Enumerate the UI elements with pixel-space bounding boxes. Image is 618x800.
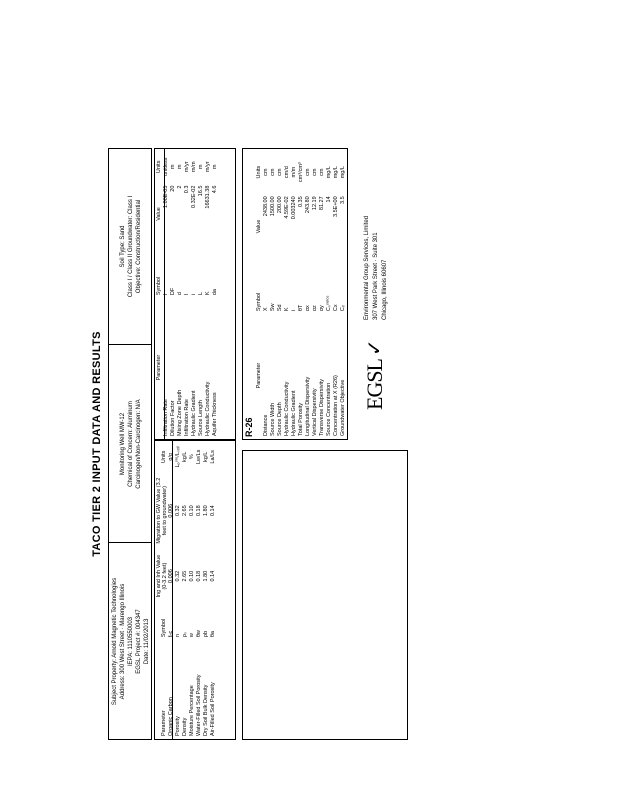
- table-cell: Density: [182, 717, 188, 736]
- checkmark-icon: ✓: [362, 339, 386, 356]
- table-cell: kg/L: [203, 451, 209, 463]
- table-cell: Concentration at X (R26): [333, 375, 339, 436]
- table-cell: 0.14: [210, 505, 216, 517]
- table-cell: Source Width: [270, 402, 276, 436]
- table-cell: fₒc: [168, 630, 174, 638]
- table-cell: 1.80: [203, 570, 209, 582]
- table-row: [203, 442, 210, 738]
- column-header: Units: [161, 450, 167, 464]
- table-row: [191, 150, 198, 438]
- table-cell: 2.65: [182, 570, 188, 582]
- table-cell: Transverse Dispersivity: [319, 379, 325, 436]
- table-cell: Sd: [277, 304, 283, 312]
- table-cell: m: [212, 164, 218, 170]
- table-cell: 200.00: [277, 196, 283, 214]
- groundwater-class: Class I / Class II Groundwater: Class I: [128, 195, 134, 298]
- r26-parameter-table: [256, 150, 347, 438]
- table-row: [340, 150, 347, 438]
- column-header: Value: [256, 219, 262, 234]
- column-header: Value: [156, 207, 162, 221]
- table-cell: 243.80: [305, 196, 311, 214]
- table-cell: kg/L: [182, 451, 188, 463]
- table-row: [210, 442, 217, 738]
- table-cell: cm: [277, 168, 283, 176]
- column-header: Symbol: [156, 276, 162, 296]
- iepa-number: IEPA: 1110550003: [128, 616, 134, 667]
- table-cell: DF: [170, 287, 176, 296]
- table-cell: d: [177, 292, 183, 296]
- table-cell: Vertical Dispersivity: [312, 388, 318, 436]
- table-row: [177, 150, 184, 438]
- table-cell: θa: [210, 631, 216, 638]
- table-cell: cm³/cm³: [298, 162, 304, 183]
- table-cell: Source Length: [198, 400, 204, 436]
- rotated-report-sheet: [92, 148, 410, 740]
- table-cell: La/Ls: [210, 450, 216, 464]
- soil-type: Soil Type: Sand: [120, 225, 126, 268]
- table-cell: cm: [312, 168, 318, 176]
- table-cell: L: [198, 292, 204, 296]
- table-cell: Porosity: [175, 716, 181, 736]
- table-cell: 0.18: [196, 505, 202, 517]
- table-cell: m: [177, 164, 183, 170]
- column-header: Units: [156, 160, 162, 174]
- table-cell: m/m: [191, 161, 197, 173]
- carcinogen-status: Carcinogen/Non-Carcinogen: N/A: [136, 399, 142, 489]
- table-cell: Infiltration Rate: [184, 399, 190, 436]
- company-name: Environmental Group Services, Limited: [364, 215, 370, 320]
- table-cell: 3.5E+00: [333, 196, 339, 217]
- table-cell: 2.65: [182, 505, 188, 517]
- table-cell: Distance: [263, 414, 269, 436]
- table-row: [168, 442, 175, 738]
- table-cell: Lw/Ls: [196, 449, 202, 465]
- table-row: [326, 150, 333, 438]
- blank-results-box: [242, 450, 408, 740]
- table-cell: ρₛ: [182, 631, 188, 638]
- column-header: Parameter: [256, 362, 262, 389]
- table-cell: 0.3: [184, 185, 190, 194]
- table-cell: 1500.00: [270, 196, 276, 217]
- table-cell: αx: [305, 305, 311, 312]
- column-header: Parameter: [161, 710, 167, 736]
- table-cell: %: [189, 454, 195, 460]
- table-cell: 0.10: [189, 570, 195, 582]
- table-cell: 2438.00: [263, 196, 269, 217]
- table-cell: 0.14: [210, 570, 216, 582]
- table-cell: Total Porosity: [298, 402, 304, 436]
- table-row: [170, 150, 177, 438]
- table-cell: Dry Soil Bulk Density: [203, 684, 209, 736]
- table-cell: 0.003240: [291, 196, 297, 220]
- table-cell: 4.6: [212, 185, 218, 194]
- table-row: [212, 150, 219, 438]
- table-cell: Mixing Zone Depth: [177, 389, 183, 436]
- column-header: Migration to GW Value (3.2 feet to groundwater): [156, 477, 168, 544]
- report-date: Date: 11/02/2013: [144, 618, 150, 665]
- table-row: [196, 442, 203, 738]
- egsl-logo: EGSL: [362, 359, 387, 410]
- table-cell: 1.00E-05: [163, 185, 169, 208]
- table-cell: 4.59E-02: [284, 196, 290, 219]
- table-cell: I: [163, 293, 169, 296]
- table-cell: Air-Filled Soil Porosity: [210, 682, 216, 736]
- table-cell: 2: [177, 185, 183, 189]
- table-cell: Groundwater Objective: [340, 379, 346, 436]
- table-row: [312, 150, 319, 438]
- table-cell: i: [191, 293, 197, 296]
- table-row: [189, 442, 196, 738]
- column-header: Parameter: [156, 354, 162, 381]
- column-header: Ing and Inh Value (0-3.2 feet): [156, 554, 168, 598]
- table-cell: Source Concentration: [326, 382, 332, 436]
- table-cell: i: [291, 309, 297, 312]
- table-cell: αz: [312, 305, 318, 312]
- table-cell: mg/L: [340, 166, 346, 179]
- table-cell: Hydraulic Conductivity: [284, 381, 290, 436]
- table-row: [333, 150, 340, 438]
- table-cell: I: [184, 293, 190, 296]
- table-cell: Longitudinal Dispersivity: [305, 376, 311, 436]
- chemical-of-concern: Chemical of Concern: Aluminum: [128, 401, 134, 487]
- table-cell: 81.27: [319, 196, 325, 211]
- table-row: [175, 442, 182, 738]
- table-row: [184, 150, 191, 438]
- table-row: [298, 150, 305, 438]
- table-cell: 1.80: [203, 505, 209, 517]
- table-cell: 20: [170, 185, 176, 192]
- table-cell: 0.18: [196, 570, 202, 582]
- table-cell: Aquifer Thickness: [212, 392, 218, 436]
- table-row: [163, 150, 170, 438]
- table-cell: cm: [270, 168, 276, 176]
- column-header: Symbol: [256, 292, 262, 312]
- table-cell: αy: [319, 305, 325, 312]
- column-header: Symbol: [161, 618, 167, 638]
- table-cell: 16631.38: [205, 185, 211, 209]
- table-cell: cm: [319, 168, 325, 176]
- report-title: TACO TIER 2 INPUT DATA AND RESULTS: [91, 331, 103, 557]
- table-cell: Cₒ: [340, 305, 346, 312]
- table-cell: 12.19: [312, 196, 318, 211]
- table-row: [205, 150, 212, 438]
- table-cell: unitless: [163, 157, 169, 177]
- company-city: Chicago, Illinois 60607: [382, 259, 388, 320]
- table-cell: Hydraulic Conductivity: [205, 381, 211, 436]
- table-cell: Sw: [270, 303, 276, 312]
- table-cell: cm: [305, 168, 311, 176]
- table-cell: ρb: [203, 630, 209, 638]
- table-cell: mg/L: [326, 166, 332, 179]
- table-cell: 0.32: [175, 505, 181, 517]
- table-cell: 0.006: [168, 503, 174, 518]
- objective: Objective: Construction/Residential: [136, 199, 142, 294]
- company-address: 307 West Park Street · Suite 301: [373, 232, 379, 320]
- table-row: [284, 150, 291, 438]
- table-cell: g/g: [168, 453, 174, 461]
- table-cell: Lₚᵒʳᵉ/Lₛₒᵢₗ: [175, 446, 181, 468]
- table-cell: Cx: [333, 304, 339, 312]
- table-cell: Organic Carbon: [168, 697, 174, 736]
- table-row: [305, 150, 312, 438]
- soil-parameter-table: [156, 442, 217, 738]
- table-cell: Dilution Factor: [170, 400, 176, 436]
- subject-property: Subject Property: Arnold Magnetic Technologies: [112, 577, 118, 706]
- table-cell: da: [212, 289, 218, 296]
- site-address: Address: 300 West Street · Marengo Illinois: [120, 583, 126, 700]
- table-cell: Cₛᵒᵘʳᶜᵉ: [326, 295, 332, 312]
- table-cell: 0.35: [298, 196, 304, 208]
- column-header: Units: [256, 165, 262, 179]
- table-cell: K: [205, 291, 211, 296]
- table-cell: 0.32E-02: [191, 185, 197, 208]
- table-cell: Infiltration Rate: [163, 399, 169, 436]
- table-cell: 0.32: [175, 570, 181, 582]
- table-cell: Hydraulic Gradient: [291, 390, 297, 436]
- table-cell: m: [198, 164, 204, 170]
- table-row: [291, 150, 298, 438]
- table-cell: Hydraulic Gradient: [191, 390, 197, 436]
- table-cell: cm: [263, 168, 269, 176]
- table-cell: m/yr: [184, 161, 190, 173]
- table-cell: cm/d: [284, 166, 290, 179]
- table-cell: K: [284, 307, 290, 312]
- table-cell: 0.006: [168, 569, 174, 583]
- table-cell: n: [175, 634, 181, 638]
- well-name: Monitoring Well MW-12: [120, 412, 126, 476]
- table-cell: Water-Filled Soil Porosity: [196, 674, 202, 736]
- table-cell: mg/L: [333, 166, 339, 179]
- table-cell: 3.5: [340, 196, 346, 204]
- table-row: [319, 150, 326, 438]
- table-cell: θT: [298, 304, 304, 312]
- table-cell: 0.10: [189, 505, 195, 517]
- table-cell: m: [170, 164, 176, 170]
- project-number: EGSL Project #: 004347: [136, 609, 142, 674]
- table-row: [182, 442, 189, 738]
- table-cell: θw: [196, 630, 202, 638]
- table-cell: X: [263, 307, 269, 312]
- table-row: [277, 150, 284, 438]
- table-cell: m/yr: [205, 161, 211, 173]
- table-cell: Source Depth: [277, 402, 283, 436]
- table-row: [198, 150, 205, 438]
- table-row: [263, 150, 270, 438]
- groundwater-parameter-table: [156, 150, 219, 438]
- table-header-row: [156, 150, 163, 438]
- table-cell: Moisture Percentage: [189, 685, 195, 736]
- table-cell: w: [189, 633, 195, 638]
- table-header-row: [156, 442, 168, 738]
- table-cell: 14: [326, 196, 332, 203]
- table-header-row: [256, 150, 263, 438]
- r26-label: R-26: [244, 417, 254, 437]
- table-cell: m/m: [291, 166, 297, 178]
- table-row: [270, 150, 277, 438]
- table-cell: 16.5: [198, 185, 204, 197]
